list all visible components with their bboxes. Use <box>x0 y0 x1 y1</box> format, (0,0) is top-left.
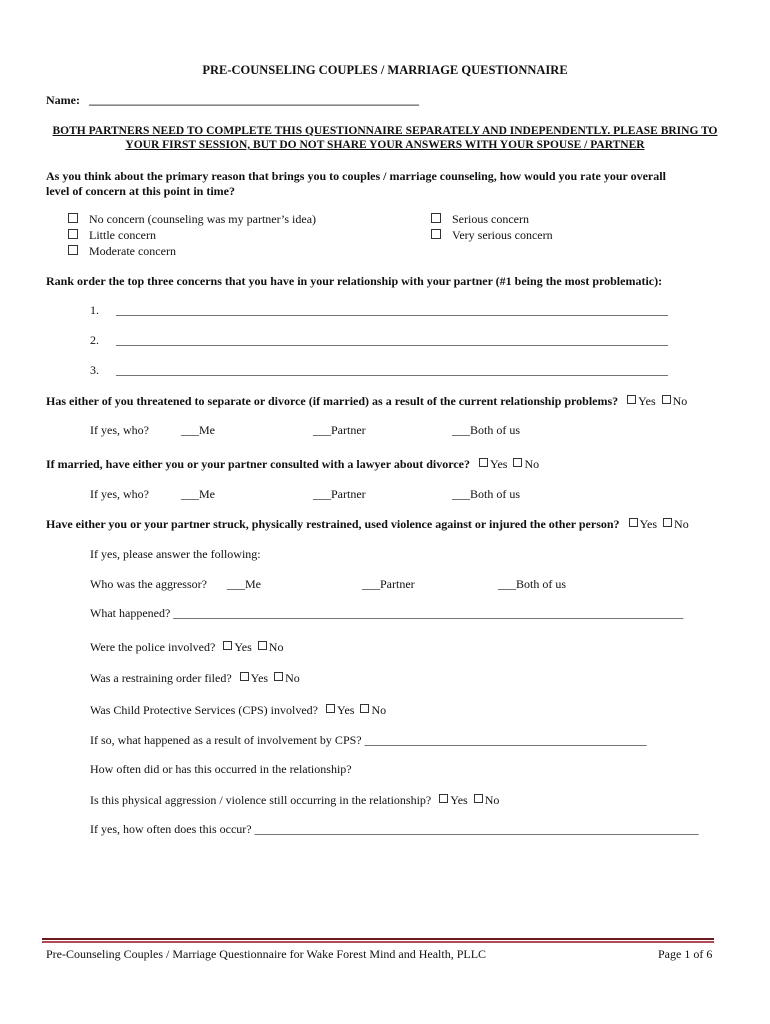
checkbox-icon[interactable] <box>68 245 78 255</box>
cps-result-field[interactable]: _______________________________________________ <box>364 733 647 747</box>
q1-option-serious[interactable]: Serious concern <box>431 212 529 227</box>
q2-text: Rank order the top three concerns that you have in your relationship with your partner (#1 being the most problematic): <box>46 274 663 288</box>
yes-checkbox-icon[interactable] <box>627 395 636 404</box>
q2-concern-3[interactable]: 3. ____________________________________________________________________________________________ <box>90 363 668 377</box>
q5-row: Have either you or your partner struck, physically restrained, used violence against or injured the other person? Yes No <box>46 517 689 531</box>
page-title: PRE-COUNSELING COUPLES / MARRIAGE QUESTIONNAIRE <box>202 63 568 77</box>
q5-how-often: If yes, how often does this occur? __________________________________________________________________________ <box>90 822 699 836</box>
q3-me-option[interactable]: ___Me <box>181 423 215 437</box>
q1-option-very-serious[interactable]: Very serious concern <box>431 228 553 243</box>
no-checkbox-icon[interactable] <box>258 641 267 650</box>
no-checkbox-icon[interactable] <box>663 518 672 527</box>
q1-option-little[interactable]: Little concern <box>68 228 156 243</box>
q1-option-no-concern[interactable]: No concern (counseling was my partner’s idea) <box>68 212 316 227</box>
q4-partner-option[interactable]: ___Partner <box>313 487 366 501</box>
yes-checkbox-icon[interactable] <box>629 518 638 527</box>
yes-checkbox-icon[interactable] <box>240 672 249 681</box>
q5-follow-label: If yes, please answer the following: <box>90 547 261 561</box>
q1-line1: As you think about the primary reason that brings you to couples / marriage counseling, how would you rate your overall <box>46 169 666 183</box>
checkbox-icon[interactable] <box>431 229 441 239</box>
no-checkbox-icon[interactable] <box>274 672 283 681</box>
q5-cps-result: If so, what happened as a result of involvement by CPS? _______________________________________________ <box>90 733 647 747</box>
q5-cps-row: Was Child Protective Services (CPS) involved? Yes No <box>90 703 387 717</box>
q4-row: If married, have either you or your partner consulted with a lawyer about divorce? Yes No <box>46 457 540 471</box>
name-label: Name: <box>46 93 80 107</box>
q3-partner-option[interactable]: ___Partner <box>313 423 366 437</box>
yes-checkbox-icon[interactable] <box>439 794 448 803</box>
what-happened-label: What happened? <box>90 606 171 620</box>
q5-often-label: How often did or has this occurred in the relationship? <box>90 762 352 776</box>
yes-checkbox-icon[interactable] <box>479 458 488 467</box>
checkbox-icon[interactable] <box>431 213 441 223</box>
q3-text: Has either of you threatened to separate or divorce (if married) as a result of the current relationship problems? <box>46 394 619 408</box>
q5-police-row: Were the police involved? Yes No <box>90 640 284 654</box>
q5-ongoing-row: Is this physical aggression / violence still occurring in the relationship? Yes No <box>90 793 500 807</box>
q2-concern-1[interactable]: 1. ____________________________________________________________________________________________ <box>90 303 668 317</box>
footer-rule <box>42 938 714 943</box>
q1-line2: level of concern at this point in time? <box>46 184 235 198</box>
name-row <box>46 93 419 108</box>
q3-both-option[interactable]: ___Both of us <box>452 423 521 437</box>
q5-partner-option[interactable]: ___Partner <box>362 577 415 591</box>
q4-who-label: If yes, who? <box>90 487 149 501</box>
name-field[interactable]: _______________________________________________________ <box>88 93 419 107</box>
q4-text: If married, have either you or your partner consulted with a lawyer about divorce? <box>46 457 470 471</box>
yes-checkbox-icon[interactable] <box>223 641 232 650</box>
q5-what-happened <box>90 606 683 621</box>
q5-both-option[interactable]: ___Both of us <box>498 577 567 591</box>
checkbox-icon[interactable] <box>68 213 78 223</box>
q2-concern-2[interactable]: 2. ____________________________________________________________________________________________ <box>90 333 668 347</box>
q3-row: Has either of you threatened to separate or divorce (if married) as a result of the current relationship problems? Yes No <box>46 394 688 408</box>
q5-text: Have either you or your partner struck, physically restrained, used violence against or injured the other person? <box>46 517 620 531</box>
q5-aggressor-label: Who was the aggressor? <box>90 577 207 591</box>
checkbox-icon[interactable] <box>68 229 78 239</box>
what-happened-field[interactable]: _____________________________________________________________________________________ <box>173 606 684 620</box>
q4-me-option[interactable]: ___Me <box>181 487 215 501</box>
page-number: Page 1 of 6 <box>658 947 713 961</box>
how-often-field[interactable]: __________________________________________________________________________ <box>254 822 699 836</box>
instructions-notice: BOTH PARTNERS NEED TO COMPLETE THIS QUESTIONNAIRE SEPARATELY AND INDEPENDENTLY. PLEASE BRING TO YOUR FIRST SESSION, BUT DO NOT SHARE YOUR ANSWERS WITH YOUR SPOUSE / PARTNER <box>52 125 718 151</box>
q4-both-option[interactable]: ___Both of us <box>452 487 521 501</box>
no-checkbox-icon[interactable] <box>662 395 671 404</box>
q5-me-option[interactable]: ___Me <box>227 577 261 591</box>
no-checkbox-icon[interactable] <box>474 794 483 803</box>
footer-title: Pre-Counseling Couples / Marriage Questionnaire for Wake Forest Mind and Health, PLLC <box>46 947 487 961</box>
q1-option-moderate[interactable]: Moderate concern <box>68 244 176 259</box>
no-checkbox-icon[interactable] <box>360 704 369 713</box>
no-checkbox-icon[interactable] <box>513 458 522 467</box>
q5-restraining-row: Was a restraining order filed? Yes No <box>90 671 300 685</box>
q3-who-label: If yes, who? <box>90 423 149 437</box>
yes-checkbox-icon[interactable] <box>326 704 335 713</box>
